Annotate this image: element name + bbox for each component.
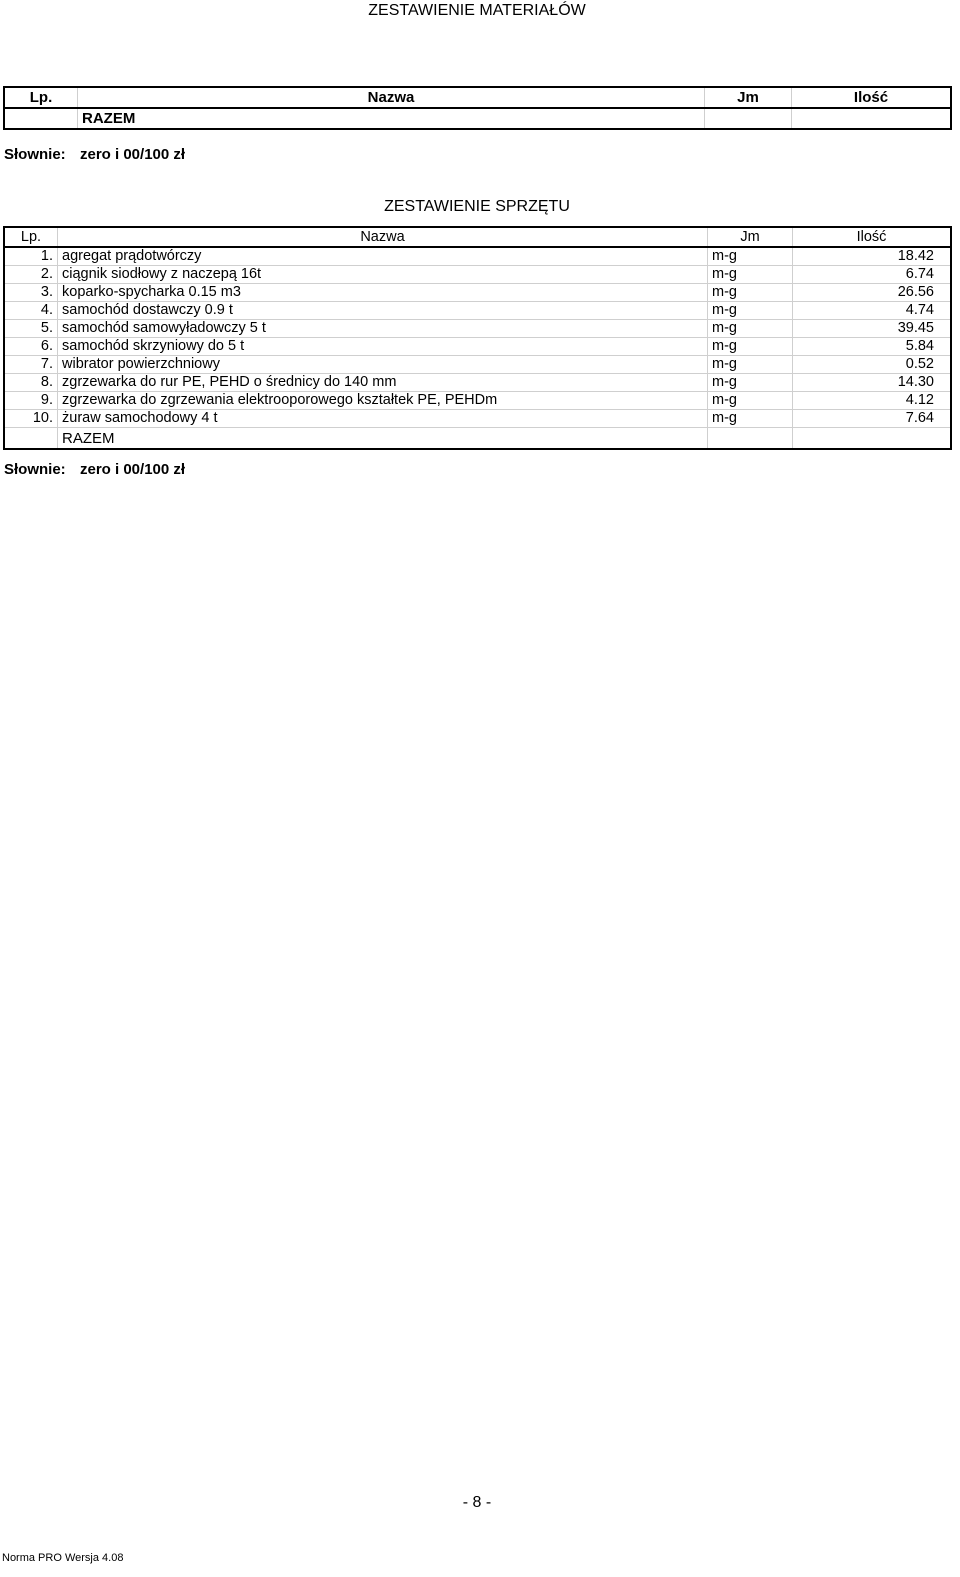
table-row	[4, 247, 951, 266]
row-nazwa: samochód samowyładowczy 5 t	[58, 320, 708, 338]
row-jm: m-g	[708, 410, 793, 428]
materials-total-row	[4, 108, 951, 129]
materials-table	[3, 86, 952, 130]
equipment-header-row	[4, 227, 951, 247]
row-nazwa: wibrator powierzchniowy	[58, 356, 708, 374]
row-jm: m-g	[708, 284, 793, 302]
materials-in-words	[4, 146, 185, 163]
row-lp: 7.	[4, 356, 58, 374]
row-nazwa: zgrzewarka do zgrzewania elektrooporowego kształtek PE, PEHDm	[58, 392, 708, 410]
row-lp: 3.	[4, 284, 58, 302]
row-nazwa: zgrzewarka do rur PE, PEHD o średnicy do 140 mm	[58, 374, 708, 392]
row-ilosc: 6.74	[793, 266, 952, 284]
row-jm: m-g	[708, 356, 793, 374]
row-jm: m-g	[708, 302, 793, 320]
footer-version: Norma PRO Wersja 4.08	[2, 1552, 124, 1564]
row-nazwa: samochód skrzyniowy do 5 t	[58, 338, 708, 356]
row-ilosc: 26.56	[793, 284, 952, 302]
equipment-header-nazwa: Nazwa	[58, 227, 708, 247]
materials-header-nazwa: Nazwa	[78, 87, 705, 108]
equipment-title: ZESTAWIENIE SPRZĘTU	[384, 198, 570, 215]
row-lp: 5.	[4, 320, 58, 338]
equipment-total-row	[4, 428, 951, 450]
equipment-total-jm	[708, 428, 793, 450]
materials-header-lp: Lp.	[4, 87, 78, 108]
row-ilosc: 39.45	[793, 320, 952, 338]
row-nazwa: ciągnik siodłowy z naczepą 16t	[58, 266, 708, 284]
table-row	[4, 392, 951, 410]
table-row	[4, 374, 951, 392]
equipment-in-words-value: zero i 00/100 zł	[80, 461, 186, 478]
table-row	[4, 302, 951, 320]
equipment-in-words-label: Słownie:	[4, 461, 66, 478]
equipment-header-lp: Lp.	[4, 227, 58, 247]
materials-total-lp	[4, 108, 78, 129]
materials-header-ilosc: Ilość	[792, 87, 952, 108]
row-ilosc: 0.52	[793, 356, 952, 374]
row-jm: m-g	[708, 338, 793, 356]
table-row	[4, 284, 951, 302]
page-number: - 8 -	[462, 1494, 492, 1511]
table-row	[4, 266, 951, 284]
row-lp: 6.	[4, 338, 58, 356]
table-row	[4, 338, 951, 356]
row-lp: 8.	[4, 374, 58, 392]
table-row	[4, 410, 951, 428]
row-jm: m-g	[708, 247, 793, 266]
row-ilosc: 7.64	[793, 410, 952, 428]
row-nazwa: samochód dostawczy 0.9 t	[58, 302, 708, 320]
materials-in-words-value: zero i 00/100 zł	[80, 146, 186, 163]
row-ilosc: 5.84	[793, 338, 952, 356]
row-lp: 9.	[4, 392, 58, 410]
materials-in-words-label: Słownie:	[4, 146, 66, 163]
materials-header-row	[4, 87, 951, 108]
row-lp: 2.	[4, 266, 58, 284]
row-jm: m-g	[708, 392, 793, 410]
table-row	[4, 356, 951, 374]
materials-total-label: RAZEM	[78, 108, 705, 129]
row-jm: m-g	[708, 266, 793, 284]
equipment-table	[3, 226, 952, 450]
row-nazwa: żuraw samochodowy 4 t	[58, 410, 708, 428]
row-lp: 10.	[4, 410, 58, 428]
row-ilosc: 4.74	[793, 302, 952, 320]
row-nazwa: agregat prądotwórczy	[58, 247, 708, 266]
row-jm: m-g	[708, 320, 793, 338]
table-row	[4, 320, 951, 338]
materials-title: ZESTAWIENIE MATERIAŁÓW	[368, 2, 586, 19]
materials-total-jm	[705, 108, 792, 129]
row-lp: 1.	[4, 247, 58, 266]
row-jm: m-g	[708, 374, 793, 392]
equipment-total-label: RAZEM	[58, 428, 708, 450]
equipment-in-words	[4, 461, 185, 478]
equipment-header-jm: Jm	[708, 227, 793, 247]
row-nazwa: koparko-spycharka 0.15 m3	[58, 284, 708, 302]
row-ilosc: 4.12	[793, 392, 952, 410]
equipment-header-ilosc: Ilość	[793, 227, 952, 247]
equipment-total-lp	[4, 428, 58, 450]
equipment-total-value	[793, 428, 952, 450]
row-lp: 4.	[4, 302, 58, 320]
row-ilosc: 18.42	[793, 247, 952, 266]
materials-total-value	[792, 108, 952, 129]
materials-header-jm: Jm	[705, 87, 792, 108]
row-ilosc: 14.30	[793, 374, 952, 392]
